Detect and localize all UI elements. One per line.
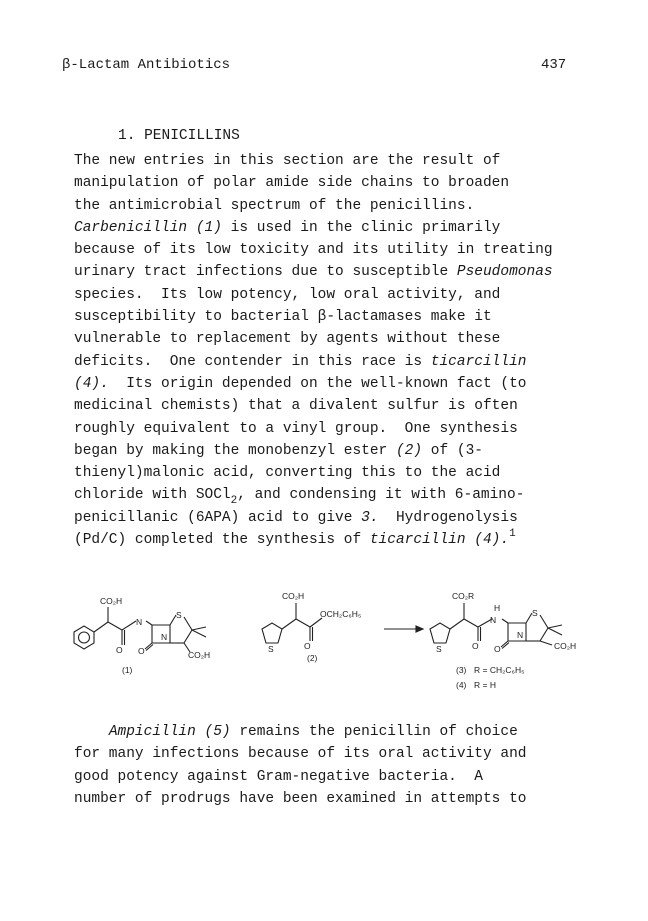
text-run: the antimicrobial spectrum of the penicillins. [74,197,475,214]
text-run: vulnerable to replacement by agents without these [74,331,501,348]
text-run [74,724,109,740]
text-run: susceptibility to bacterial β-lactamases make it [74,309,492,326]
text-run: thienyl)malonic acid, converting this to the acid [74,465,501,482]
running-title: β-Lactam Antibiotics [62,57,231,73]
text-run: The new entries in this section are the result of [74,153,501,169]
compound-label-1: (1) [122,665,133,675]
text-run: 2 [230,495,238,508]
text-run: medicinal chemists) that a divalent sulfur is often [74,398,518,415]
label-co2h-1b: CO₂H [188,650,211,660]
r-definition-4: R = H [474,680,496,690]
label-co2h-1: CO₂H [100,596,123,606]
text-line [74,172,553,194]
section-heading: 1. PENICILLINS [118,128,240,144]
label-s-3: S [436,644,442,654]
label-n-ring-3: N [517,630,524,640]
text-line [74,284,553,306]
label-co2h-2: CO₂H [282,591,305,601]
label-o-2: O [304,641,311,651]
text-run: Carbenicillin (1) [74,219,222,236]
text-run: 1 [509,528,516,541]
text-run: chloride with SOCl [74,487,231,504]
text-line [74,721,526,743]
label-co2r: CO₂R [452,591,475,601]
label-h-3: H [494,603,501,613]
text-line [74,395,553,417]
text-line [74,743,526,765]
text-line [74,529,553,551]
text-line [74,150,553,172]
text-run: for many infections because of its oral activity and [74,746,527,763]
text-run: because of its low toxicity and its utility in treating [74,242,553,259]
compound-label-3: (3) [456,665,467,675]
text-run: began by making the monobenzyl ester [74,442,396,459]
text-run: penicillanic (6APA) acid to give [74,509,362,526]
structure-monoester [262,603,322,643]
label-o-3: O [472,641,479,651]
text-run: Pseudomonas [456,264,553,281]
text-run: species. Its low potency, low oral activity, and [74,286,501,303]
label-s-ring-3: S [532,608,538,618]
text-run: 3. [361,509,379,526]
label-s-1: S [176,610,182,620]
text-run: is used in the clinic primarily [221,219,501,236]
text-line [74,418,553,440]
text-line [74,462,553,484]
text-line [74,261,553,283]
text-run: roughly equivalent to a vinyl group. One synthesis [74,420,518,437]
text-run: of (3- [422,442,483,459]
compound-label-4: (4) [456,680,467,690]
text-line [74,788,526,810]
label-o-lactam-3: O [494,644,501,654]
text-run: manipulation of polar amide side chains to broaden [74,175,510,192]
text-run: (4). [74,375,109,392]
text-line [74,351,553,373]
label-n-ring-1: N [161,632,168,642]
text-run: Hydrogenolysis [378,509,518,526]
text-line [74,306,553,328]
body-paragraph-1 [74,150,553,551]
text-line [74,373,553,395]
r-definition-3: R = CH₂C₆H₅ [474,665,525,675]
body-paragraph-2 [74,721,526,810]
text-run: urinary tract infections due to susceptible [74,264,457,281]
label-n-3: N [490,615,497,625]
text-line [74,328,553,350]
text-run: ticarcillin (4). [369,532,510,549]
synthesis-scheme [60,585,600,700]
text-run: (Pd/C) completed the synthesis of [74,532,370,549]
text-run: (2) [395,442,423,459]
label-o-1: O [116,645,123,655]
text-run: number of prodrugs have been examined in attempts to [74,790,527,807]
page-number: 437 [541,57,567,73]
text-run: deficits. One contender in this race is [74,353,431,370]
label-ester-2: OCH₂C₆H₅ [320,609,362,619]
text-line [74,217,553,239]
label-s-2: S [268,644,274,654]
text-line [74,440,553,462]
text-line [74,507,553,529]
text-run: , and condensing it with 6-amino- [237,487,525,504]
text-line [74,484,553,506]
text-line [74,239,553,261]
label-co2h-3: CO₂H [554,641,577,651]
text-line [74,766,526,788]
compound-label-2: (2) [307,653,318,663]
label-o-lactam-1: O [138,646,145,656]
text-run: Ampicillin (5) [108,724,231,740]
text-run: Its origin depended on the well-known fact (to [108,375,527,392]
text-run: ticarcillin [430,353,527,370]
text-run: remains the penicillin of choice [230,724,518,740]
text-line [74,195,553,217]
label-n-1: N [136,617,143,627]
text-run: good potency against Gram-negative bacteria. A [74,768,483,785]
